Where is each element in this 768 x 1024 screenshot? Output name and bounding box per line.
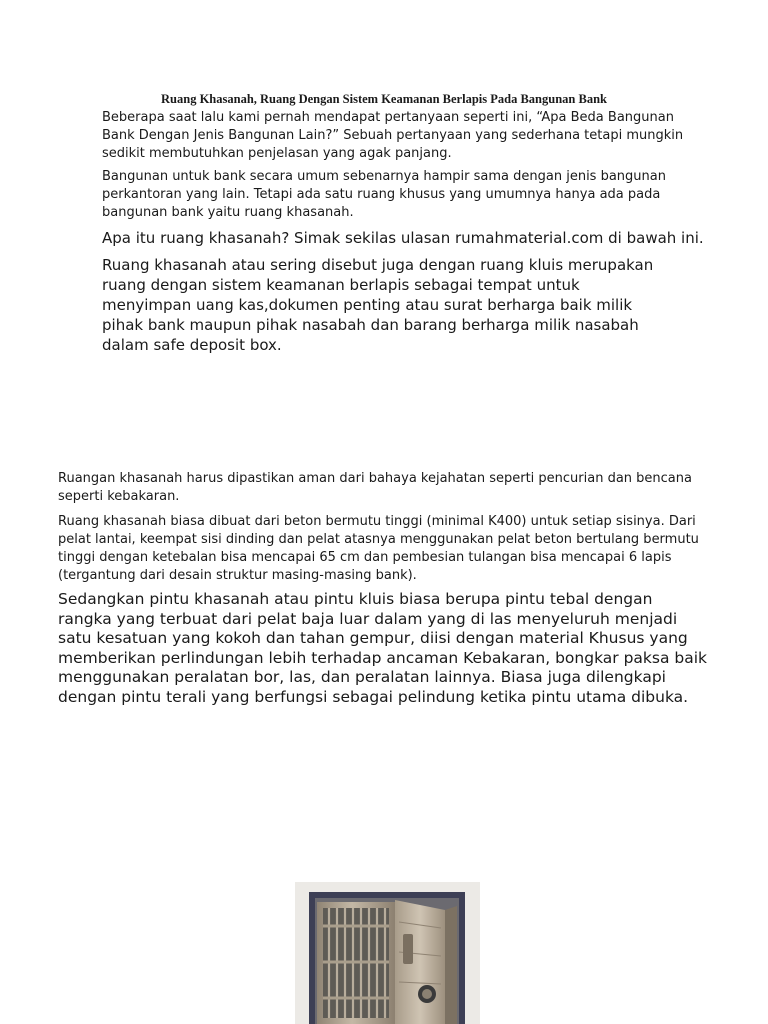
paragraph-vault-door: Sedangkan pintu khasanah atau pintu kluis biasa berupa pintu tebal dengan rangka yang terbuat dari pelat baja luar dalam yang di las menyeluruh menjadi satu kesatuan yang kokoh dan tahan gempur, diisi dengan material Khusus yang memberikan perlindungan lebih terhadap ancaman Kebakaran, bongkar paksa baik menggunakan peralatan bor, las, dan peralatan lainnya. Biasa juga dilengkapi dengan pintu terali yang berfungsi sebagai pelindung ketika pintu utama dibuka. xyxy=(58,590,708,706)
paragraph-intro: Beberapa saat lalu kami pernah mendapat pertanyaan seperti ini, “Apa Beda Bangunan Bank Dengan Jenis Bangunan Lain?” Sebuah pertanyaan yang sederhana tetapi mungkin sedikit membutuhkan penjelasan yang agak panjang. xyxy=(102,110,684,161)
paragraph-definition: Ruang khasanah atau sering disebut juga dengan ruang kluis merupakan ruang dengan sistem keamanan berlapis sebagai tempat untuk menyimpan uang kas,dokumen penting atau surat berharga baik milik pihak bank maupun pihak nasabah dan barang berharga milik nasabah dalam safe deposit box. xyxy=(102,256,654,354)
paragraph-question: Apa itu ruang khasanah? Simak sekilas ulasan rumahmaterial.com di bawah ini. xyxy=(102,229,704,247)
document-title: Ruang Khasanah, Ruang Dengan Sistem Keamanan Berlapis Pada Bangunan Bank xyxy=(161,92,607,106)
vault-door-illustration xyxy=(295,882,480,1024)
paragraph-construction: Ruang khasanah biasa dibuat dari beton bermutu tinggi (minimal K400) untuk setiap sisinya. Dari pelat lantai, keempat sisi dinding dan pelat atasnya menggunakan pelat beton bertulang bermutu tinggi dengan ketebalan bisa mencapai 65 cm dan pembesian tulangan bisa mencapai 6 lapis (tergantung dari desain struktur masing-masing bank). xyxy=(58,514,699,583)
vault-door-photo xyxy=(295,882,480,1024)
paragraph-safety: Ruangan khasanah harus dipastikan aman dari bahaya kejahatan seperti pencurian dan bencana seperti kebakaran. xyxy=(58,471,692,504)
paragraph-bank-building: Bangunan untuk bank secara umum sebenarnya hampir sama dengan jenis bangunan perkantoran yang lain. Tetapi ada satu ruang khusus yang umumnya hanya ada pada bangunan bank yaitu ruang khasanah. xyxy=(102,169,666,220)
